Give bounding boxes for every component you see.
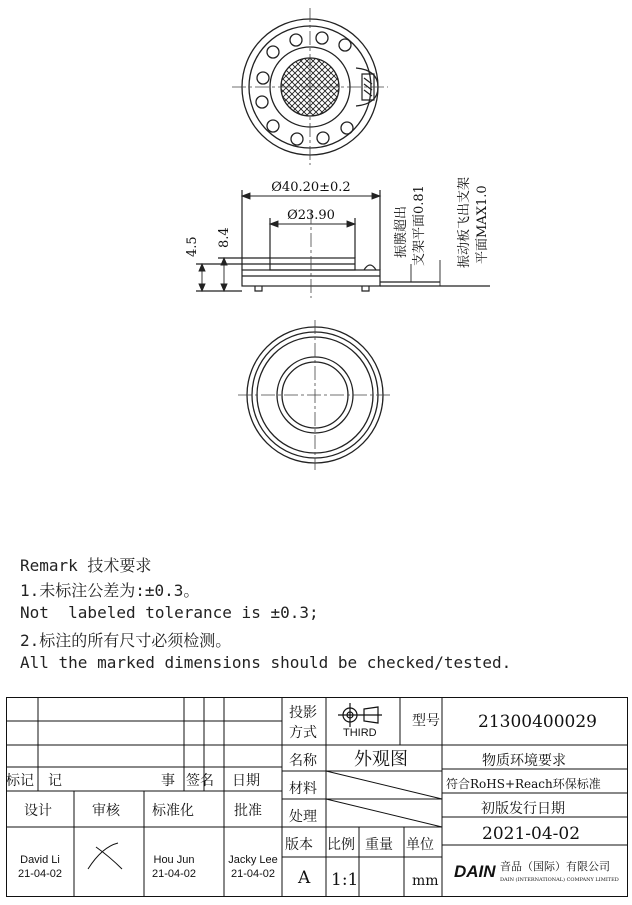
projection-label-1: 投影 [289, 705, 317, 721]
model-value: 21300400029 [478, 712, 597, 732]
release-date-value: 2021-04-02 [482, 824, 581, 844]
design-label: 设计 [24, 803, 52, 819]
note-plate-line1: 振动板飞出支架 [457, 176, 472, 268]
dim-inner-diameter: Ø23.90 [287, 208, 335, 223]
company-logo [454, 862, 496, 881]
drawing-name-value: 外观图 [354, 749, 408, 770]
remark-line-2: Not labeled tolerance is ±0.3; [20, 603, 319, 622]
unit-value: mm [412, 873, 439, 889]
unit-label: 单位 [406, 837, 434, 853]
model-label: 型号 [412, 713, 440, 729]
material-label: 材料 [289, 781, 317, 797]
treatment-label: 处理 [289, 809, 317, 825]
approver-date: 21-04-02 [230, 868, 276, 880]
approve-label: 批准 [234, 803, 262, 819]
remark-line-4: All the marked dimensions should be checked/tested. [20, 653, 512, 672]
scale-label: 比例 [327, 837, 355, 853]
scale-value: 1:1 [331, 870, 359, 890]
projection-value: THIRD [343, 727, 377, 739]
approver-name: Jacky Lee [228, 854, 278, 866]
env-requirement-label: 物质环境要求 [482, 753, 566, 769]
top-view-drawing [0, 0, 632, 170]
date-label: 日期 [232, 773, 260, 789]
dim-body-height: 4.5 [185, 236, 200, 257]
mark-label: 标记 [6, 773, 34, 789]
sign-label: 签名 [186, 773, 214, 789]
record-label: 记 [48, 773, 62, 789]
title-block [6, 697, 628, 897]
name-label: 名称 [289, 753, 317, 769]
review-signature [88, 843, 122, 869]
note-diaphragm-line1: 振膜超出 [394, 205, 409, 258]
weight-label: 重量 [365, 837, 393, 853]
event-label: 事 [161, 773, 175, 789]
remark-line-3: 2.标注的所有尺寸必须检测。 [20, 631, 232, 650]
release-date-label: 初版发行日期 [481, 801, 565, 817]
version-value: A [298, 868, 311, 888]
note-diaphragm-line2: 支架平面0.81 [412, 185, 427, 266]
side-view-drawing [0, 160, 632, 300]
bottom-view-drawing [0, 320, 632, 480]
third-angle-projection-icon [338, 703, 382, 727]
standardizer-name: Hou Jun [153, 854, 195, 866]
projection-label-2: 方式 [289, 725, 317, 741]
remark-line-1: 1.未标注公差为:±0.3。 [20, 581, 200, 600]
remark-title: Remark 技术要求 [20, 556, 152, 575]
review-label: 审核 [92, 803, 120, 819]
version-label: 版本 [285, 837, 313, 853]
svg-text:DAIN: DAIN [454, 862, 496, 881]
standardizer-date: 21-04-02 [151, 868, 197, 880]
company-name-en: DAIN (INTERNATIONAL) COMPANY LIMITED [500, 877, 619, 883]
env-requirement-value: 符合RoHS+Reach环保标准 [446, 777, 601, 791]
designer-name: David Li [20, 854, 60, 866]
note-plate-line2: 平面MAX1.0 [475, 185, 490, 264]
dim-outer-diameter: Ø40.20±0.2 [271, 180, 351, 195]
designer-date: 21-04-02 [17, 868, 63, 880]
dim-total-height: 8.4 [217, 227, 232, 248]
standardization-label: 标准化 [152, 803, 194, 819]
company-name-cn: 音品（国际）有限公司 [500, 860, 610, 873]
